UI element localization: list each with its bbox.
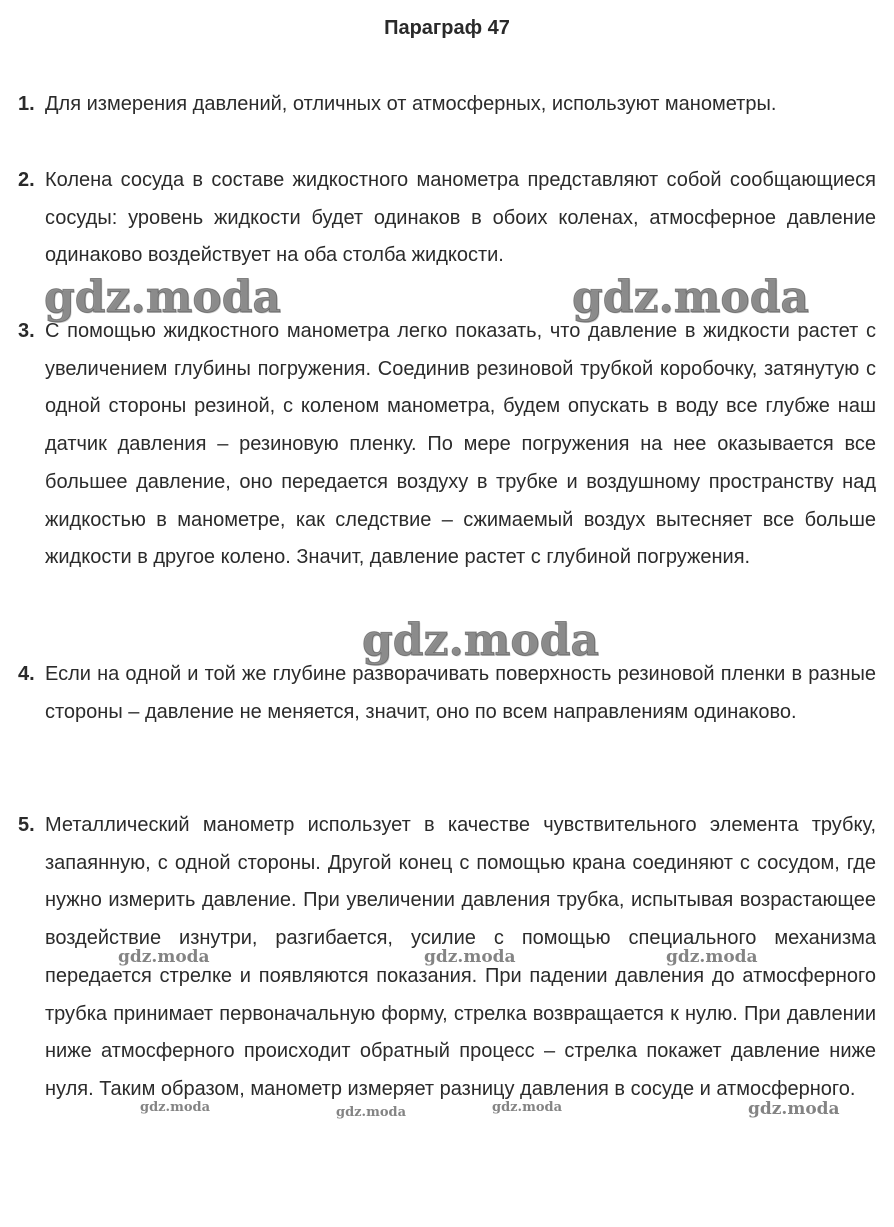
watermark: gdz.moda bbox=[44, 272, 282, 323]
item-text: Металлический манометр использует в качестве чувствительного элемента трубку, запаянную, с одной стороны. Другой конец с помощью крана соединяют с сосудом, где нужно измерить давление. При увеличении давления трубка, испытывая возрастающее воздействие изнутри, разгибается, усилие с помощью специального механизма передается стрелке и появляются показания. При падении давления до атмосферного трубка принимает первоначальную форму, стрелка возвращается к нулю. При давлении ниже атмосферного происходит обратный процесс – стрелка покажет давление ниже нуля. Таким образом, манометр измеряет разницу давления в сосуде и атмосферного. bbox=[45, 814, 876, 1100]
item-text: Для измерения давлений, отличных от атмосферных, используют манометры. bbox=[45, 93, 777, 115]
list-item bbox=[18, 656, 876, 731]
watermark: gdz.moda bbox=[572, 272, 810, 323]
watermark: gdz.moda bbox=[748, 1099, 840, 1119]
watermark: gdz.moda bbox=[424, 947, 516, 967]
item-number: 1. bbox=[18, 93, 35, 115]
list-item bbox=[18, 86, 876, 124]
page-title: Параграф 47 bbox=[384, 17, 510, 39]
item-text: Колена сосуда в составе жидкостного манометра представляют собой сообщающиеся сосуды: уровень жидкости будет одинаков в обоих коленах, атмосферное давление одинаково воздействует на оба столба жидкости. bbox=[45, 169, 876, 267]
watermark: gdz.moda bbox=[140, 1100, 211, 1115]
item-number: 4. bbox=[18, 663, 35, 685]
item-text: С помощью жидкостного манометра легко показать, что давление в жидкости растет с увеличением глубины погружения. Соединив резиновой трубкой коробочку, затянутую с одной стороны резиной, с коленом манометра, будем опускать в воду все глубже наш датчик давления – резиновую пленку. По мере погружения на нее оказывается все большее давление, оно передается воздуху в трубке и воздушному пространству над жидкостью в манометре, как следствие – сжимаемый воздух вытесняет все больше жидкости в другое колено. Значит, давление растет с глубиной погружения. bbox=[45, 320, 876, 569]
list-item bbox=[18, 162, 876, 275]
watermark: gdz.moda bbox=[118, 947, 210, 967]
watermark: gdz.moda bbox=[336, 1105, 407, 1120]
watermark: gdz.moda bbox=[362, 615, 600, 666]
list-item bbox=[18, 313, 876, 577]
item-number: 3. bbox=[18, 320, 35, 342]
item-number: 5. bbox=[18, 814, 35, 836]
item-number: 2. bbox=[18, 169, 35, 191]
item-text: Если на одной и той же глубине разворачивать поверхность резиновой пленки в разные стороны – давление не меняется, значит, оно по всем направлениям одинаково. bbox=[45, 663, 876, 723]
watermark: gdz.moda bbox=[666, 947, 758, 967]
watermark: gdz.moda bbox=[492, 1100, 563, 1115]
